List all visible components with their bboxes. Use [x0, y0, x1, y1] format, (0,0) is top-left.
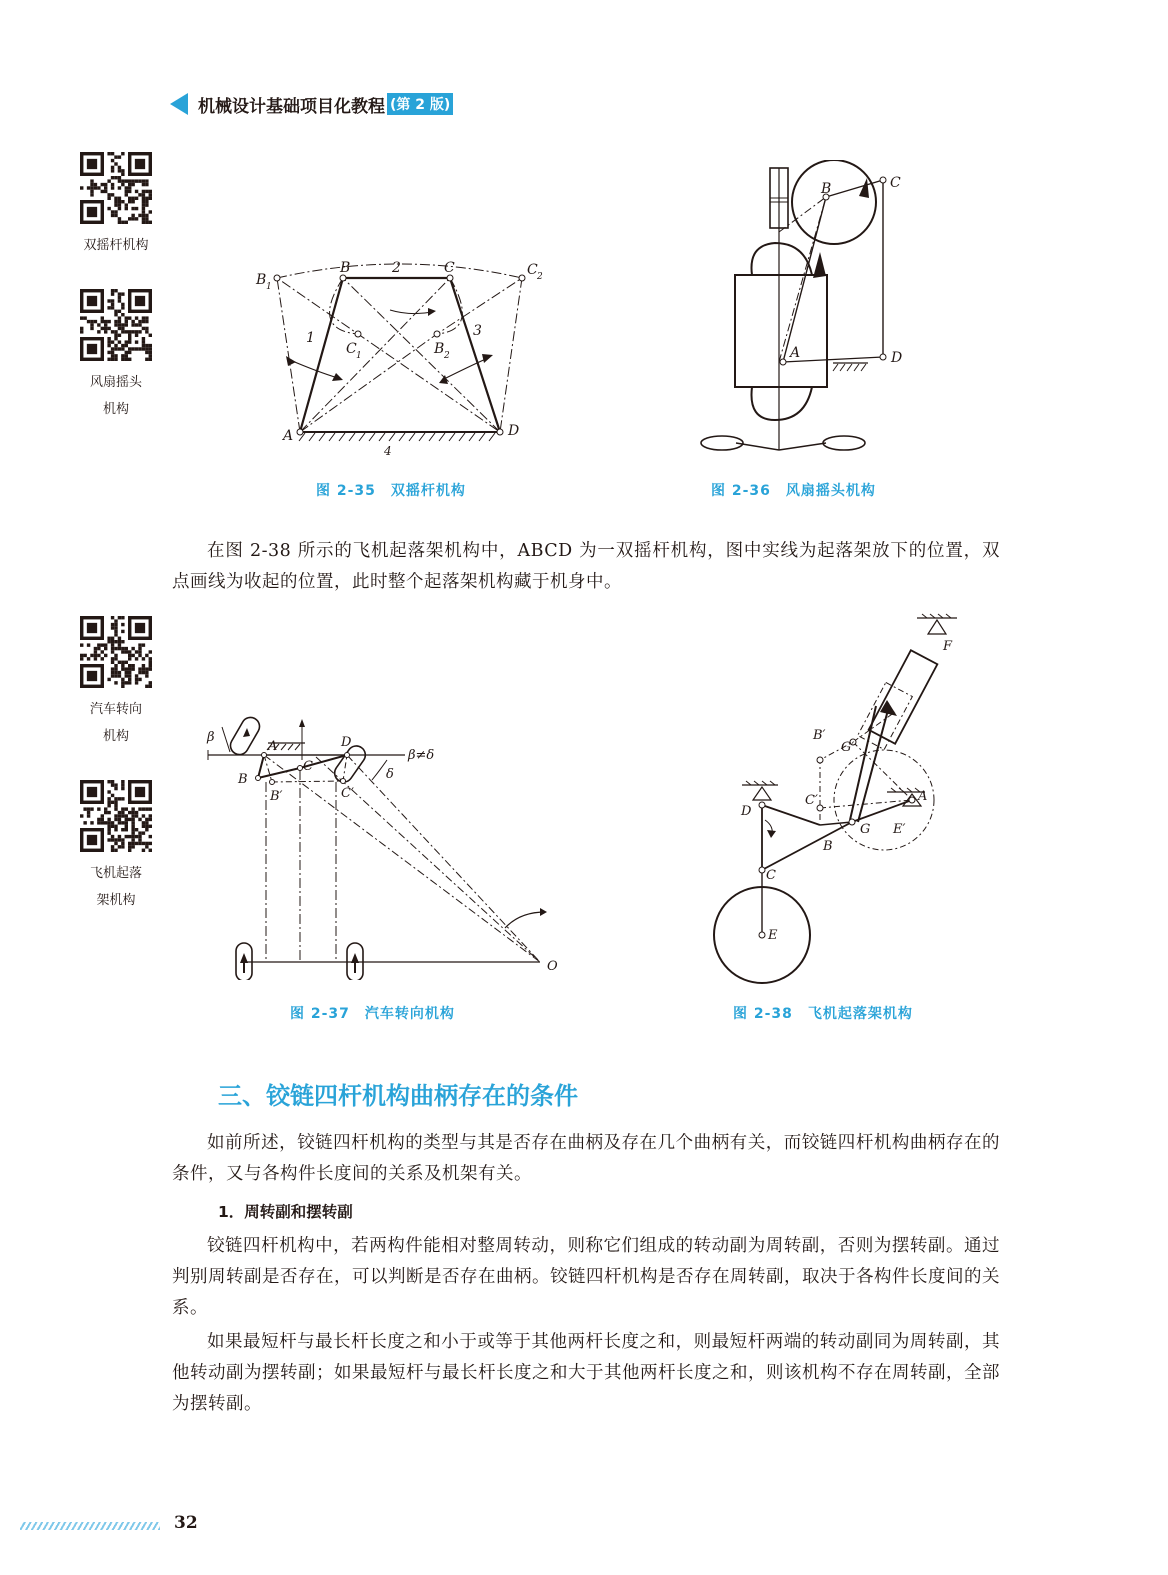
label-C1-sub: 1 [356, 351, 362, 361]
qr-code-icon[interactable] [80, 616, 152, 688]
label-G: G [860, 822, 871, 837]
label-D: D [891, 350, 903, 366]
qr-label: 风扇摇头机构 [89, 375, 142, 417]
label-B: B [340, 260, 351, 276]
label-A: A [790, 345, 801, 361]
label-B1-sub: 1 [266, 282, 272, 292]
qr-block-fan[interactable] [70, 289, 162, 423]
label-F: F [943, 639, 953, 654]
label-D: D [741, 804, 752, 819]
qr-code-icon[interactable] [80, 780, 152, 852]
label-B: B [823, 839, 833, 854]
label-C: C [303, 759, 313, 774]
label-B: B [821, 181, 832, 197]
caption-fig-2-36: 图 2-36 风扇摇头机构 [711, 483, 876, 499]
label-4: 4 [384, 444, 392, 458]
figure-fan-head [695, 160, 920, 460]
label-2: 2 [392, 260, 401, 276]
label-C-prime: C′ [805, 793, 818, 808]
label-O: O [547, 959, 558, 974]
label-delta: δ [386, 767, 394, 782]
qr-label: 汽车转向机构 [89, 702, 142, 744]
running-header [170, 92, 453, 116]
caption-fig-2-35: 图 2-35 双摇杆机构 [316, 483, 466, 499]
label-D: D [508, 423, 520, 439]
qr-block-landing-gear[interactable] [70, 780, 162, 914]
page-number: 32 [174, 1513, 198, 1533]
label-C: C [766, 868, 776, 883]
label-E-prime: E′ [893, 822, 906, 837]
label-C2: C [527, 262, 538, 278]
label-A: A [918, 789, 928, 804]
figure-landing-gear [705, 610, 965, 985]
label-C2-sub: 2 [537, 272, 543, 282]
label-G-prime: G′ [841, 740, 855, 755]
paragraph-length-condition: 如果最短杆与最长杆长度之和小于或等于其他两杆长度之和，则最短杆两端的转动副同为周转副，其他转动副为摆转副；如果最短杆与最长杆长度之和大于其他两杆长度之和，则该机构不存在周转副，全部为摆转副。 [172, 1332, 1000, 1414]
label-B: B [238, 772, 248, 787]
caption-fig-2-37: 图 2-37 汽车转向机构 [290, 1006, 455, 1022]
label-E: E [768, 928, 778, 943]
figure-double-rocker [250, 255, 560, 465]
label-3: 3 [473, 323, 482, 339]
qr-block-steering[interactable] [70, 616, 162, 750]
figure-steering [200, 710, 570, 980]
footer-stripes [20, 1522, 160, 1530]
caption-fig-2-38: 图 2-38 飞机起落架机构 [733, 1006, 913, 1022]
qr-label: 双摇杆机构 [83, 238, 149, 253]
qr-block-double-rocker[interactable] [70, 152, 162, 259]
label-C1: C [346, 341, 357, 357]
label-C: C [444, 260, 455, 276]
label-B-prime: B′ [813, 728, 826, 743]
subsection-title: 1．周转副和摆转副 [218, 1203, 353, 1221]
label-B-prime: B′ [270, 789, 283, 804]
label-A: A [283, 428, 294, 444]
header-arrow-icon [170, 93, 188, 115]
label-B2: B [434, 341, 445, 357]
book-title: 机械设计基础项目化教程 [198, 96, 385, 117]
paragraph-revolving-pair: 铰链四杆机构中，若两构件能相对整周转动，则称它们组成的转动副为周转副，否则为摆转副。通过判别周转副是否存在，可以判断是否存在曲柄。铰链四杆机构是否存在周转副，取决于各构件长度间的关系。 [172, 1236, 1000, 1318]
label-A: A [268, 739, 278, 754]
label-beta: β [207, 730, 215, 745]
label-C: C [890, 175, 901, 191]
label-1: 1 [306, 330, 315, 346]
edition-badge: (第 2 版) [387, 93, 453, 115]
qr-code-icon[interactable] [80, 152, 152, 224]
label-C-prime: C′ [341, 786, 354, 801]
qr-code-icon[interactable] [80, 289, 152, 361]
paragraph-intro-crank: 如前所述，铰链四杆机构的类型与其是否存在曲柄及存在几个曲柄有关，而铰链四杆机构曲柄存在的条件，又与各构件长度间的关系及机架有关。 [172, 1133, 1000, 1184]
label-B2-sub: 2 [444, 351, 450, 361]
paragraph-landing-gear-intro: 在图 2-38 所示的飞机起落架机构中，ABCD 为一双摇杆机构，图中实线为起落架放下的位置，双点画线为收起的位置，此时整个起落架机构藏于机身中。 [172, 541, 1000, 592]
qr-label: 飞机起落架机构 [89, 866, 142, 908]
label-B1: B [256, 272, 267, 288]
label-beta-neq-delta: β≠δ [408, 748, 435, 763]
label-D: D [341, 735, 352, 750]
section-title: 三、铰链四杆机构曲柄存在的条件 [218, 1082, 578, 1110]
